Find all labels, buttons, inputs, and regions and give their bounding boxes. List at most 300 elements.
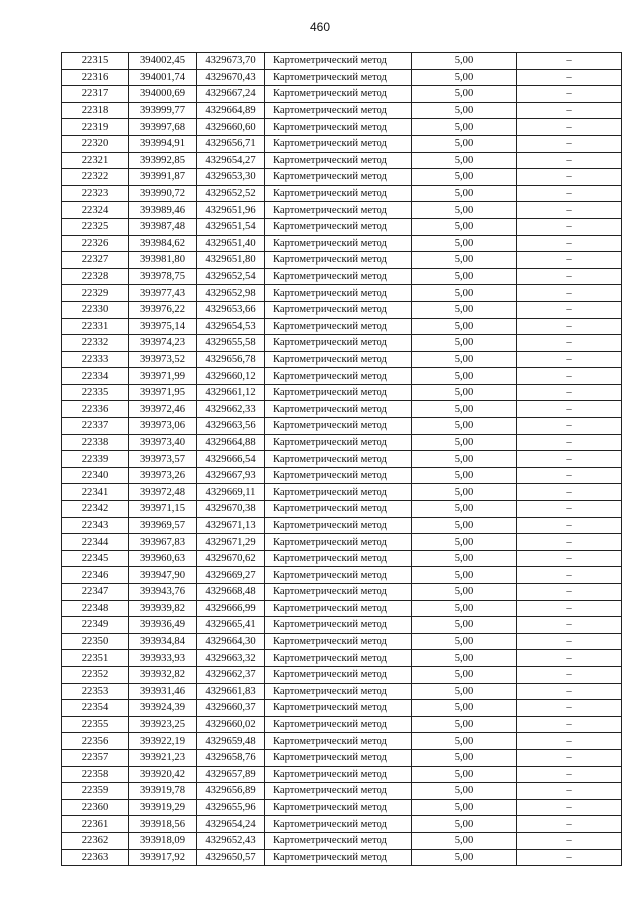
note-cell: –	[517, 517, 622, 534]
x-coordinate-cell: 394000,69	[129, 86, 197, 103]
accuracy-cell: 5,00	[412, 86, 517, 103]
note-cell: –	[517, 766, 622, 783]
accuracy-cell: 5,00	[412, 434, 517, 451]
accuracy-cell: 5,00	[412, 517, 517, 534]
point-number-cell: 22353	[62, 683, 129, 700]
table-row	[62, 69, 622, 86]
table-row	[62, 268, 622, 285]
y-coordinate-cell: 4329668,48	[197, 584, 265, 601]
note-cell: –	[517, 633, 622, 650]
method-cell: Картометрический метод	[265, 617, 412, 634]
point-number-cell: 22351	[62, 650, 129, 667]
table-row	[62, 335, 622, 352]
x-coordinate-cell: 393934,84	[129, 633, 197, 650]
x-coordinate-cell: 393921,23	[129, 749, 197, 766]
accuracy-cell: 5,00	[412, 384, 517, 401]
accuracy-cell: 5,00	[412, 650, 517, 667]
x-coordinate-cell: 393971,15	[129, 501, 197, 518]
table-row	[62, 86, 622, 103]
x-coordinate-cell: 393973,40	[129, 434, 197, 451]
table-row	[62, 102, 622, 119]
note-cell: –	[517, 716, 622, 733]
method-cell: Картометрический метод	[265, 633, 412, 650]
x-coordinate-cell: 393923,25	[129, 716, 197, 733]
accuracy-cell: 5,00	[412, 368, 517, 385]
y-coordinate-cell: 4329661,12	[197, 384, 265, 401]
note-cell: –	[517, 849, 622, 866]
accuracy-cell: 5,00	[412, 749, 517, 766]
y-coordinate-cell: 4329651,80	[197, 252, 265, 269]
x-coordinate-cell: 394001,74	[129, 69, 197, 86]
y-coordinate-cell: 4329660,02	[197, 716, 265, 733]
x-coordinate-cell: 393981,80	[129, 252, 197, 269]
point-number-cell: 22342	[62, 501, 129, 518]
point-number-cell: 22358	[62, 766, 129, 783]
method-cell: Картометрический метод	[265, 86, 412, 103]
note-cell: –	[517, 783, 622, 800]
note-cell: –	[517, 617, 622, 634]
x-coordinate-cell: 393989,46	[129, 202, 197, 219]
y-coordinate-cell: 4329651,54	[197, 218, 265, 235]
y-coordinate-cell: 4329654,24	[197, 816, 265, 833]
y-coordinate-cell: 4329652,52	[197, 185, 265, 202]
x-coordinate-cell: 393947,90	[129, 567, 197, 584]
table-row	[62, 252, 622, 269]
y-coordinate-cell: 4329655,58	[197, 335, 265, 352]
x-coordinate-cell: 393997,68	[129, 119, 197, 136]
y-coordinate-cell: 4329660,60	[197, 119, 265, 136]
y-coordinate-cell: 4329667,93	[197, 467, 265, 484]
table-row	[62, 368, 622, 385]
x-coordinate-cell: 393972,46	[129, 401, 197, 418]
note-cell: –	[517, 335, 622, 352]
table-row	[62, 318, 622, 335]
method-cell: Картометрический метод	[265, 501, 412, 518]
x-coordinate-cell: 393973,52	[129, 351, 197, 368]
point-number-cell: 22356	[62, 733, 129, 750]
y-coordinate-cell: 4329669,27	[197, 567, 265, 584]
method-cell: Картометрический метод	[265, 252, 412, 269]
x-coordinate-cell: 393971,99	[129, 368, 197, 385]
accuracy-cell: 5,00	[412, 501, 517, 518]
x-coordinate-cell: 393978,75	[129, 268, 197, 285]
table-row	[62, 218, 622, 235]
y-coordinate-cell: 4329650,57	[197, 849, 265, 866]
method-cell: Картометрический метод	[265, 832, 412, 849]
table-row	[62, 169, 622, 186]
note-cell: –	[517, 683, 622, 700]
table-row	[62, 633, 622, 650]
y-coordinate-cell: 4329651,40	[197, 235, 265, 252]
y-coordinate-cell: 4329656,89	[197, 783, 265, 800]
table-row	[62, 799, 622, 816]
method-cell: Картометрический метод	[265, 733, 412, 750]
accuracy-cell: 5,00	[412, 799, 517, 816]
accuracy-cell: 5,00	[412, 418, 517, 435]
accuracy-cell: 5,00	[412, 401, 517, 418]
accuracy-cell: 5,00	[412, 185, 517, 202]
y-coordinate-cell: 4329654,53	[197, 318, 265, 335]
x-coordinate-cell: 393973,06	[129, 418, 197, 435]
point-number-cell: 22323	[62, 185, 129, 202]
point-number-cell: 22335	[62, 384, 129, 401]
point-number-cell: 22345	[62, 550, 129, 567]
method-cell: Картометрический метод	[265, 584, 412, 601]
point-number-cell: 22315	[62, 53, 129, 70]
accuracy-cell: 5,00	[412, 301, 517, 318]
y-coordinate-cell: 4329670,43	[197, 69, 265, 86]
y-coordinate-cell: 4329660,12	[197, 368, 265, 385]
x-coordinate-cell: 393936,49	[129, 617, 197, 634]
method-cell: Картометрический метод	[265, 384, 412, 401]
table-row	[62, 384, 622, 401]
accuracy-cell: 5,00	[412, 783, 517, 800]
point-number-cell: 22324	[62, 202, 129, 219]
accuracy-cell: 5,00	[412, 235, 517, 252]
note-cell: –	[517, 185, 622, 202]
accuracy-cell: 5,00	[412, 451, 517, 468]
table-row	[62, 766, 622, 783]
method-cell: Картометрический метод	[265, 534, 412, 551]
table-row	[62, 700, 622, 717]
point-number-cell: 22362	[62, 832, 129, 849]
table-row	[62, 567, 622, 584]
x-coordinate-cell: 393973,57	[129, 451, 197, 468]
point-number-cell: 22331	[62, 318, 129, 335]
y-coordinate-cell: 4329663,56	[197, 418, 265, 435]
x-coordinate-cell: 393919,78	[129, 783, 197, 800]
point-number-cell: 22360	[62, 799, 129, 816]
accuracy-cell: 5,00	[412, 633, 517, 650]
method-cell: Картометрический метод	[265, 401, 412, 418]
point-number-cell: 22361	[62, 816, 129, 833]
table-row	[62, 534, 622, 551]
accuracy-cell: 5,00	[412, 700, 517, 717]
page-number: 460	[309, 20, 331, 34]
note-cell: –	[517, 467, 622, 484]
table-row	[62, 401, 622, 418]
point-number-cell: 22354	[62, 700, 129, 717]
table-row	[62, 467, 622, 484]
y-coordinate-cell: 4329666,54	[197, 451, 265, 468]
note-cell: –	[517, 235, 622, 252]
method-cell: Картометрический метод	[265, 53, 412, 70]
method-cell: Картометрический метод	[265, 600, 412, 617]
y-coordinate-cell: 4329655,96	[197, 799, 265, 816]
note-cell: –	[517, 501, 622, 518]
point-number-cell: 22334	[62, 368, 129, 385]
note-cell: –	[517, 650, 622, 667]
point-number-cell: 22330	[62, 301, 129, 318]
point-number-cell: 22326	[62, 235, 129, 252]
point-number-cell: 22328	[62, 268, 129, 285]
method-cell: Картометрический метод	[265, 202, 412, 219]
table-row	[62, 650, 622, 667]
note-cell: –	[517, 534, 622, 551]
table-row	[62, 600, 622, 617]
method-cell: Картометрический метод	[265, 135, 412, 152]
y-coordinate-cell: 4329663,32	[197, 650, 265, 667]
x-coordinate-cell: 394002,45	[129, 53, 197, 70]
method-cell: Картометрический метод	[265, 69, 412, 86]
y-coordinate-cell: 4329662,37	[197, 666, 265, 683]
x-coordinate-cell: 393987,48	[129, 218, 197, 235]
note-cell: –	[517, 218, 622, 235]
method-cell: Картометрический метод	[265, 766, 412, 783]
table-row	[62, 351, 622, 368]
x-coordinate-cell: 393975,14	[129, 318, 197, 335]
x-coordinate-cell: 393999,77	[129, 102, 197, 119]
accuracy-cell: 5,00	[412, 169, 517, 186]
accuracy-cell: 5,00	[412, 252, 517, 269]
accuracy-cell: 5,00	[412, 53, 517, 70]
note-cell: –	[517, 135, 622, 152]
x-coordinate-cell: 393994,91	[129, 135, 197, 152]
method-cell: Картометрический метод	[265, 467, 412, 484]
method-cell: Картометрический метод	[265, 700, 412, 717]
y-coordinate-cell: 4329667,24	[197, 86, 265, 103]
note-cell: –	[517, 169, 622, 186]
point-number-cell: 22355	[62, 716, 129, 733]
y-coordinate-cell: 4329653,66	[197, 301, 265, 318]
method-cell: Картометрический метод	[265, 169, 412, 186]
table-row	[62, 666, 622, 683]
table-row	[62, 716, 622, 733]
method-cell: Картометрический метод	[265, 567, 412, 584]
point-number-cell: 22321	[62, 152, 129, 169]
x-coordinate-cell: 393918,56	[129, 816, 197, 833]
note-cell: –	[517, 69, 622, 86]
method-cell: Картометрический метод	[265, 119, 412, 136]
point-number-cell: 22317	[62, 86, 129, 103]
point-number-cell: 22346	[62, 567, 129, 584]
point-number-cell: 22344	[62, 534, 129, 551]
method-cell: Картометрический метод	[265, 799, 412, 816]
x-coordinate-cell: 393931,46	[129, 683, 197, 700]
accuracy-cell: 5,00	[412, 467, 517, 484]
point-number-cell: 22350	[62, 633, 129, 650]
y-coordinate-cell: 4329661,83	[197, 683, 265, 700]
x-coordinate-cell: 393932,82	[129, 666, 197, 683]
point-number-cell: 22332	[62, 335, 129, 352]
table-row	[62, 617, 622, 634]
y-coordinate-cell: 4329662,33	[197, 401, 265, 418]
method-cell: Картометрический метод	[265, 849, 412, 866]
method-cell: Картометрический метод	[265, 517, 412, 534]
accuracy-cell: 5,00	[412, 484, 517, 501]
method-cell: Картометрический метод	[265, 285, 412, 302]
accuracy-cell: 5,00	[412, 135, 517, 152]
y-coordinate-cell: 4329654,27	[197, 152, 265, 169]
table-row	[62, 301, 622, 318]
point-number-cell: 22352	[62, 666, 129, 683]
note-cell: –	[517, 401, 622, 418]
note-cell: –	[517, 749, 622, 766]
x-coordinate-cell: 393984,62	[129, 235, 197, 252]
y-coordinate-cell: 4329671,29	[197, 534, 265, 551]
table-row	[62, 152, 622, 169]
point-number-cell: 22316	[62, 69, 129, 86]
method-cell: Картометрический метод	[265, 650, 412, 667]
table-row	[62, 135, 622, 152]
accuracy-cell: 5,00	[412, 600, 517, 617]
coordinates-table-body	[62, 53, 622, 866]
table-row	[62, 235, 622, 252]
accuracy-cell: 5,00	[412, 285, 517, 302]
y-coordinate-cell: 4329660,37	[197, 700, 265, 717]
note-cell: –	[517, 434, 622, 451]
accuracy-cell: 5,00	[412, 268, 517, 285]
point-number-cell: 22322	[62, 169, 129, 186]
method-cell: Картометрический метод	[265, 683, 412, 700]
y-coordinate-cell: 4329656,78	[197, 351, 265, 368]
x-coordinate-cell: 393939,82	[129, 600, 197, 617]
y-coordinate-cell: 4329651,96	[197, 202, 265, 219]
note-cell: –	[517, 550, 622, 567]
note-cell: –	[517, 268, 622, 285]
table-row	[62, 434, 622, 451]
note-cell: –	[517, 351, 622, 368]
y-coordinate-cell: 4329652,54	[197, 268, 265, 285]
table-row	[62, 285, 622, 302]
note-cell: –	[517, 53, 622, 70]
x-coordinate-cell: 393943,76	[129, 584, 197, 601]
method-cell: Картометрический метод	[265, 451, 412, 468]
note-cell: –	[517, 600, 622, 617]
note-cell: –	[517, 318, 622, 335]
y-coordinate-cell: 4329670,62	[197, 550, 265, 567]
note-cell: –	[517, 252, 622, 269]
method-cell: Картометрический метод	[265, 434, 412, 451]
method-cell: Картометрический метод	[265, 318, 412, 335]
method-cell: Картометрический метод	[265, 666, 412, 683]
y-coordinate-cell: 4329653,30	[197, 169, 265, 186]
accuracy-cell: 5,00	[412, 849, 517, 866]
x-coordinate-cell: 393974,23	[129, 335, 197, 352]
accuracy-cell: 5,00	[412, 716, 517, 733]
accuracy-cell: 5,00	[412, 567, 517, 584]
coordinates-table	[61, 52, 622, 866]
accuracy-cell: 5,00	[412, 102, 517, 119]
x-coordinate-cell: 393918,09	[129, 832, 197, 849]
method-cell: Картометрический метод	[265, 301, 412, 318]
y-coordinate-cell: 4329652,98	[197, 285, 265, 302]
accuracy-cell: 5,00	[412, 550, 517, 567]
point-number-cell: 22327	[62, 252, 129, 269]
x-coordinate-cell: 393924,39	[129, 700, 197, 717]
y-coordinate-cell: 4329657,89	[197, 766, 265, 783]
method-cell: Картометрический метод	[265, 484, 412, 501]
y-coordinate-cell: 4329671,13	[197, 517, 265, 534]
table-row	[62, 783, 622, 800]
x-coordinate-cell: 393933,93	[129, 650, 197, 667]
note-cell: –	[517, 285, 622, 302]
method-cell: Картометрический метод	[265, 816, 412, 833]
x-coordinate-cell: 393920,42	[129, 766, 197, 783]
accuracy-cell: 5,00	[412, 816, 517, 833]
point-number-cell: 22339	[62, 451, 129, 468]
point-number-cell: 22325	[62, 218, 129, 235]
point-number-cell: 22348	[62, 600, 129, 617]
note-cell: –	[517, 119, 622, 136]
table-row	[62, 451, 622, 468]
x-coordinate-cell: 393919,29	[129, 799, 197, 816]
accuracy-cell: 5,00	[412, 617, 517, 634]
x-coordinate-cell: 393917,92	[129, 849, 197, 866]
point-number-cell: 22341	[62, 484, 129, 501]
y-coordinate-cell: 4329673,70	[197, 53, 265, 70]
y-coordinate-cell: 4329658,76	[197, 749, 265, 766]
table-row	[62, 202, 622, 219]
point-number-cell: 22333	[62, 351, 129, 368]
table-row	[62, 832, 622, 849]
table-row	[62, 816, 622, 833]
note-cell: –	[517, 666, 622, 683]
note-cell: –	[517, 86, 622, 103]
y-coordinate-cell: 4329664,30	[197, 633, 265, 650]
point-number-cell: 22340	[62, 467, 129, 484]
method-cell: Картометрический метод	[265, 268, 412, 285]
table-row	[62, 550, 622, 567]
y-coordinate-cell: 4329656,71	[197, 135, 265, 152]
x-coordinate-cell: 393973,26	[129, 467, 197, 484]
method-cell: Картометрический метод	[265, 335, 412, 352]
note-cell: –	[517, 733, 622, 750]
note-cell: –	[517, 451, 622, 468]
accuracy-cell: 5,00	[412, 69, 517, 86]
note-cell: –	[517, 301, 622, 318]
y-coordinate-cell: 4329659,48	[197, 733, 265, 750]
point-number-cell: 22336	[62, 401, 129, 418]
note-cell: –	[517, 368, 622, 385]
point-number-cell: 22318	[62, 102, 129, 119]
table-row	[62, 484, 622, 501]
note-cell: –	[517, 102, 622, 119]
accuracy-cell: 5,00	[412, 119, 517, 136]
y-coordinate-cell: 4329670,38	[197, 501, 265, 518]
accuracy-cell: 5,00	[412, 683, 517, 700]
x-coordinate-cell: 393991,87	[129, 169, 197, 186]
y-coordinate-cell: 4329652,43	[197, 832, 265, 849]
point-number-cell: 22319	[62, 119, 129, 136]
table-row	[62, 749, 622, 766]
method-cell: Картометрический метод	[265, 783, 412, 800]
note-cell: –	[517, 202, 622, 219]
accuracy-cell: 5,00	[412, 351, 517, 368]
x-coordinate-cell: 393972,48	[129, 484, 197, 501]
table-row	[62, 418, 622, 435]
x-coordinate-cell: 393922,19	[129, 733, 197, 750]
point-number-cell: 22359	[62, 783, 129, 800]
method-cell: Картометрический метод	[265, 235, 412, 252]
x-coordinate-cell: 393960,63	[129, 550, 197, 567]
table-row	[62, 517, 622, 534]
table-row	[62, 53, 622, 70]
y-coordinate-cell: 4329669,11	[197, 484, 265, 501]
point-number-cell: 22320	[62, 135, 129, 152]
point-number-cell: 22337	[62, 418, 129, 435]
y-coordinate-cell: 4329666,99	[197, 600, 265, 617]
method-cell: Картометрический метод	[265, 716, 412, 733]
point-number-cell: 22347	[62, 584, 129, 601]
y-coordinate-cell: 4329664,89	[197, 102, 265, 119]
y-coordinate-cell: 4329664,88	[197, 434, 265, 451]
point-number-cell: 22349	[62, 617, 129, 634]
accuracy-cell: 5,00	[412, 218, 517, 235]
accuracy-cell: 5,00	[412, 202, 517, 219]
accuracy-cell: 5,00	[412, 766, 517, 783]
accuracy-cell: 5,00	[412, 534, 517, 551]
